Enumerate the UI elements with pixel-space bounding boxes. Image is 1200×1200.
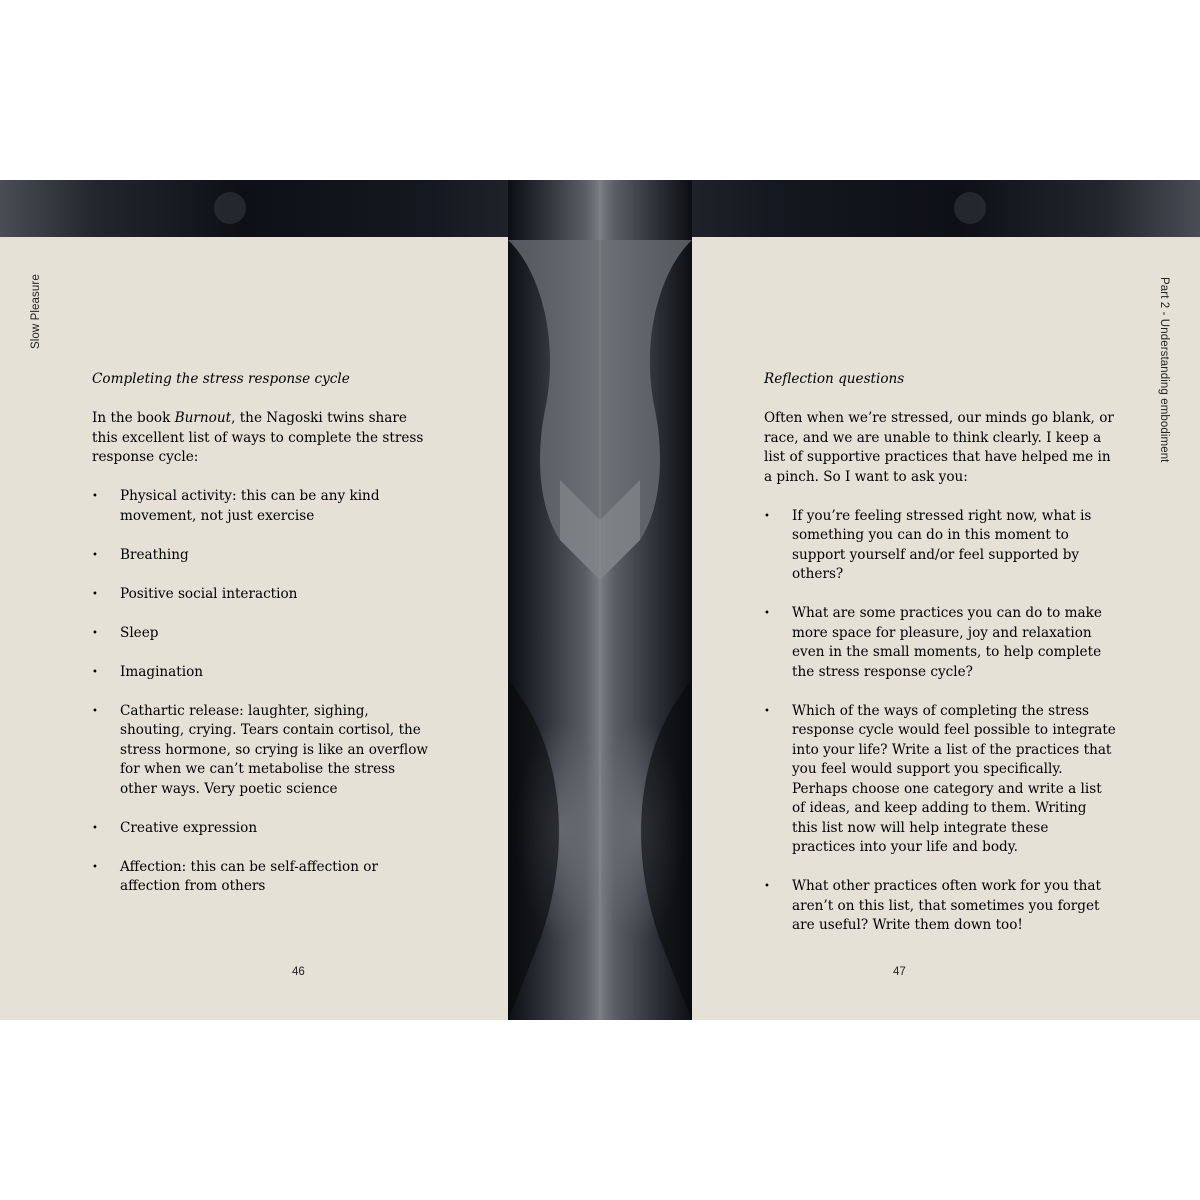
bullet-icon: • [764, 608, 770, 619]
list-item [92, 585, 432, 605]
list-item-text: What other practices often work for you that aren’t on this list, that sometimes you forget are useful? Write them down too! [792, 878, 1101, 933]
list-item-text: Which of the ways of completing the stress response cycle would feel possible to integrate into your life? Write a list of the practices that you feel would support you specifically. Perhaps choose one category and write a list of ideas, and keep adding to them. Writing this list now will help integrate these practices into your life and body. [792, 702, 1116, 855]
list-item-text: Physical activity: this can be any kind movement, not just exercise [120, 488, 380, 524]
list-item [92, 819, 432, 839]
intro-paragraph [92, 409, 432, 468]
section-heading: Reflection questions [764, 371, 905, 387]
intro-text-before: In the book [92, 410, 175, 426]
bullet-icon: • [92, 491, 98, 502]
bullet-icon: • [764, 510, 770, 522]
reflection-questions-list [764, 507, 1116, 936]
right-running-head: Part 2 - Understanding embodiment [1158, 277, 1170, 463]
list-item-text: Affection: this can be self-affection or affection from others [120, 858, 378, 894]
list-item-text: Imagination [120, 663, 204, 680]
list-item-text: Cathartic release: laughter, sighing, shouting, crying. Tears contain cortisol, the stress hormone, so crying is like an overflow for when we can’t metabolise the stress other ways. Very poetic science [120, 702, 429, 797]
list-item-text: Positive social interaction [120, 585, 298, 602]
list-item [92, 624, 432, 644]
list-item [764, 507, 1116, 585]
bullet-icon: • [92, 666, 98, 678]
list-item [92, 663, 432, 683]
list-item [92, 487, 432, 526]
list-item [92, 546, 432, 566]
bullet-icon: • [92, 705, 98, 717]
left-page-content [92, 370, 432, 916]
left-running-head: Slow Pleasure [30, 274, 42, 349]
intro-paragraph: Often when we’re stressed, our minds go blank, or race, and we are unable to think clearly. I keep a list of supportive practices that have helped me in a pinch. So I want to ask you: [764, 410, 1114, 485]
bullet-icon: • [92, 822, 98, 834]
stress-cycle-list [92, 487, 432, 897]
list-item-text: Sleep [120, 624, 159, 641]
bullet-icon: • [764, 881, 770, 892]
bullet-icon: • [92, 588, 98, 600]
bullet-icon: • [92, 549, 98, 561]
list-item [92, 702, 432, 800]
bullet-icon: • [92, 627, 98, 639]
list-item [764, 702, 1116, 858]
list-item-text: Breathing [120, 546, 189, 563]
list-item [764, 604, 1116, 682]
list-item [764, 877, 1116, 936]
list-item-text: If you’re feeling stressed right now, what is something you can do in this moment to support yourself and/or feel supported by others? [792, 507, 1092, 582]
page-number-right: 47 [893, 966, 906, 978]
bullet-icon: • [764, 705, 770, 717]
bullet-icon: • [92, 861, 98, 873]
section-heading: Completing the stress response cycle [92, 371, 350, 387]
list-item [92, 858, 432, 897]
list-item-text: What are some practices you can do to make more space for pleasure, joy and relaxation even in the small moments, to help complete the stress response cycle? [792, 605, 1102, 680]
list-item-text: Creative expression [120, 819, 258, 836]
right-page-content [764, 370, 1116, 955]
book-title: Burnout [174, 410, 232, 426]
intro-text-after: , the Nagoski twins share this excellent list of ways to complete the stress response cycle: [92, 410, 424, 465]
page-number-left: 46 [292, 966, 305, 978]
